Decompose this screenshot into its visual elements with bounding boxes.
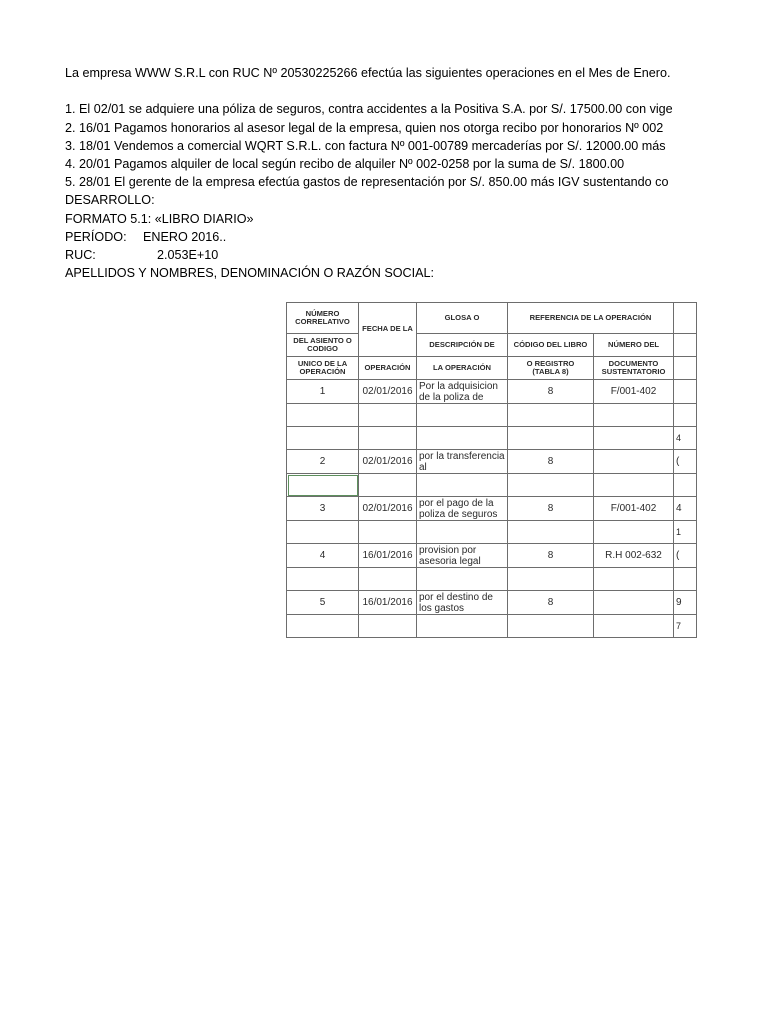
header-numero-del: NÚMERO DEL xyxy=(594,334,674,357)
cut-cell: ( xyxy=(674,450,697,474)
glosa-cell: Por la adquisicion de la poliza de xyxy=(417,380,508,404)
empty-cell xyxy=(508,474,594,497)
operation-5: 5. 28/01 El gerente de la empresa efectúa gastos de representación por S/. 850.00 más IGV sustentando co xyxy=(65,175,669,190)
documento-cell xyxy=(594,591,674,615)
empty-cell xyxy=(594,474,674,497)
header-codigo-libro: CÓDIGO DEL LIBRO xyxy=(508,334,594,357)
table-row xyxy=(287,450,697,474)
empty-cell xyxy=(594,427,674,450)
table-row xyxy=(287,497,697,521)
asiento-number-cell: 2 xyxy=(287,450,359,474)
fecha-cell: 16/01/2016 xyxy=(359,544,417,568)
table-row xyxy=(287,380,697,404)
codigo-libro-cell: 8 xyxy=(508,544,594,568)
periodo-line xyxy=(65,228,677,246)
empty-cell xyxy=(359,474,417,497)
header-cut xyxy=(674,334,697,357)
codigo-libro-cell: 8 xyxy=(508,497,594,521)
header-glosa: GLOSA O xyxy=(417,303,508,334)
codigo-libro-cell: 8 xyxy=(508,591,594,615)
empty-cell xyxy=(508,427,594,450)
glosa-cell: por el destino de los gastos xyxy=(417,591,508,615)
blank-table-row xyxy=(287,521,697,544)
header-cut xyxy=(674,303,697,334)
cut-cell xyxy=(674,404,697,427)
libro-diario-table-image xyxy=(286,302,682,647)
header-operacion: OPERACIÓN xyxy=(359,357,417,380)
fecha-cell: 16/01/2016 xyxy=(359,591,417,615)
ruc-value: 2.053E+10 xyxy=(157,247,219,262)
empty-cell xyxy=(359,521,417,544)
header-o-registro: O REGISTRO (TABLA 8) xyxy=(508,357,594,380)
empty-cell xyxy=(359,427,417,450)
fecha-cell: 02/01/2016 xyxy=(359,380,417,404)
empty-cell xyxy=(417,615,508,638)
glosa-cell: por el pago de la poliza de seguros xyxy=(417,497,508,521)
cut-cell xyxy=(674,568,697,591)
empty-cell xyxy=(359,404,417,427)
header-descripcion: DESCRIPCIÓN DE xyxy=(417,334,508,357)
cut-cell: 7 xyxy=(674,615,697,638)
glosa-cell: provision por asesoria legal xyxy=(417,544,508,568)
header-referencia: REFERENCIA DE LA OPERACIÓN xyxy=(508,303,674,334)
blank-table-row xyxy=(287,568,697,591)
formato-heading: FORMATO 5.1: «LIBRO DIARIO» xyxy=(65,211,254,226)
empty-cell xyxy=(417,404,508,427)
operation-1: 1. El 02/01 se adquiere una póliza de seguros, contra accidentes a la Positiva S.A. por S/. 17500.00 con vige xyxy=(65,102,673,117)
blank-line xyxy=(65,82,677,100)
cut-cell xyxy=(674,474,697,497)
empty-cell xyxy=(594,521,674,544)
header-fecha: FECHA DE LA xyxy=(359,303,417,357)
empty-cell xyxy=(508,615,594,638)
periodo-label: PERÍODO: xyxy=(65,229,127,244)
empty-cell xyxy=(508,521,594,544)
table-row xyxy=(287,591,697,615)
empty-cell xyxy=(287,474,359,497)
asiento-number-cell: 4 xyxy=(287,544,359,568)
empty-cell xyxy=(359,568,417,591)
fecha-cell: 02/01/2016 xyxy=(359,450,417,474)
empty-cell xyxy=(417,474,508,497)
libro-diario-table xyxy=(286,302,697,638)
documento-cell: F/001-402 xyxy=(594,497,674,521)
empty-cell xyxy=(417,427,508,450)
cut-cell: ( xyxy=(674,544,697,568)
header-unico: UNICO DE LA OPERACIÓN xyxy=(287,357,359,380)
empty-cell xyxy=(287,427,359,450)
desarrollo-heading: DESARROLLO: xyxy=(65,193,155,208)
documento-cell: R.H 002-632 xyxy=(594,544,674,568)
razon-social-heading: APELLIDOS Y NOMBRES, DENOMINACIÓN O RAZÓN SOCIAL: xyxy=(65,266,435,281)
ruc-line xyxy=(65,246,677,264)
empty-cell xyxy=(417,521,508,544)
asiento-number-cell: 5 xyxy=(287,591,359,615)
asiento-number-cell: 3 xyxy=(287,497,359,521)
empty-cell xyxy=(594,615,674,638)
fecha-cell: 02/01/2016 xyxy=(359,497,417,521)
codigo-libro-cell: 8 xyxy=(508,450,594,474)
codigo-libro-cell: 8 xyxy=(508,380,594,404)
empty-cell xyxy=(359,615,417,638)
empty-cell xyxy=(508,568,594,591)
periodo-value: ENERO 2016.. xyxy=(143,229,227,244)
header-del-asiento: DEL ASIENTO O CODIGO xyxy=(287,334,359,357)
header-num-correlativo: NÚMERO CORRELATIVO xyxy=(287,303,359,334)
document-text xyxy=(65,64,677,282)
table-row xyxy=(287,544,697,568)
operation-4: 4. 20/01 Pagamos alquiler de local según recibo de alquiler Nº 002-0258 por la suma de S/. 1800.00 xyxy=(65,156,625,171)
intro-paragraph: La empresa WWW S.R.L con RUC Nº 20530225266 efectúa las siguientes operaciones en el Mes de Enero. xyxy=(65,66,671,80)
operation-2: 2. 16/01 Pagamos honorarios al asesor legal de la empresa, quien nos otorga recibo por honorarios Nº 002 xyxy=(65,120,664,135)
cut-cell: 1 xyxy=(674,521,697,544)
empty-cell xyxy=(508,404,594,427)
cut-cell: 4 xyxy=(674,427,697,450)
blank-table-row xyxy=(287,615,697,638)
operation-3: 3. 18/01 Vendemos a comercial WQRT S.R.L. con factura Nº 001-00789 mercaderías por S/. 12000.00 más xyxy=(65,138,666,153)
cut-cell: 4 xyxy=(674,497,697,521)
blank-table-row xyxy=(287,404,697,427)
empty-cell xyxy=(417,568,508,591)
blank-table-row xyxy=(287,474,697,497)
blank-table-row xyxy=(287,427,697,450)
header-documento: DOCUMENTO SUSTENTATORIO xyxy=(594,357,674,380)
empty-cell xyxy=(287,615,359,638)
empty-cell xyxy=(594,568,674,591)
header-row-3 xyxy=(287,357,697,380)
empty-cell xyxy=(287,568,359,591)
empty-cell xyxy=(594,404,674,427)
header-row-1 xyxy=(287,303,697,334)
documento-cell xyxy=(594,450,674,474)
empty-cell xyxy=(287,404,359,427)
cut-cell: 9 xyxy=(674,591,697,615)
asiento-number-cell: 1 xyxy=(287,380,359,404)
header-la-operacion: LA OPERACIÓN xyxy=(417,357,508,380)
documento-cell: F/001-402 xyxy=(594,380,674,404)
header-row-2 xyxy=(287,334,697,357)
ruc-label: RUC: xyxy=(65,247,96,262)
empty-cell xyxy=(287,521,359,544)
cut-cell xyxy=(674,380,697,404)
glosa-cell: por la transferencia al xyxy=(417,450,508,474)
header-cut xyxy=(674,357,697,380)
